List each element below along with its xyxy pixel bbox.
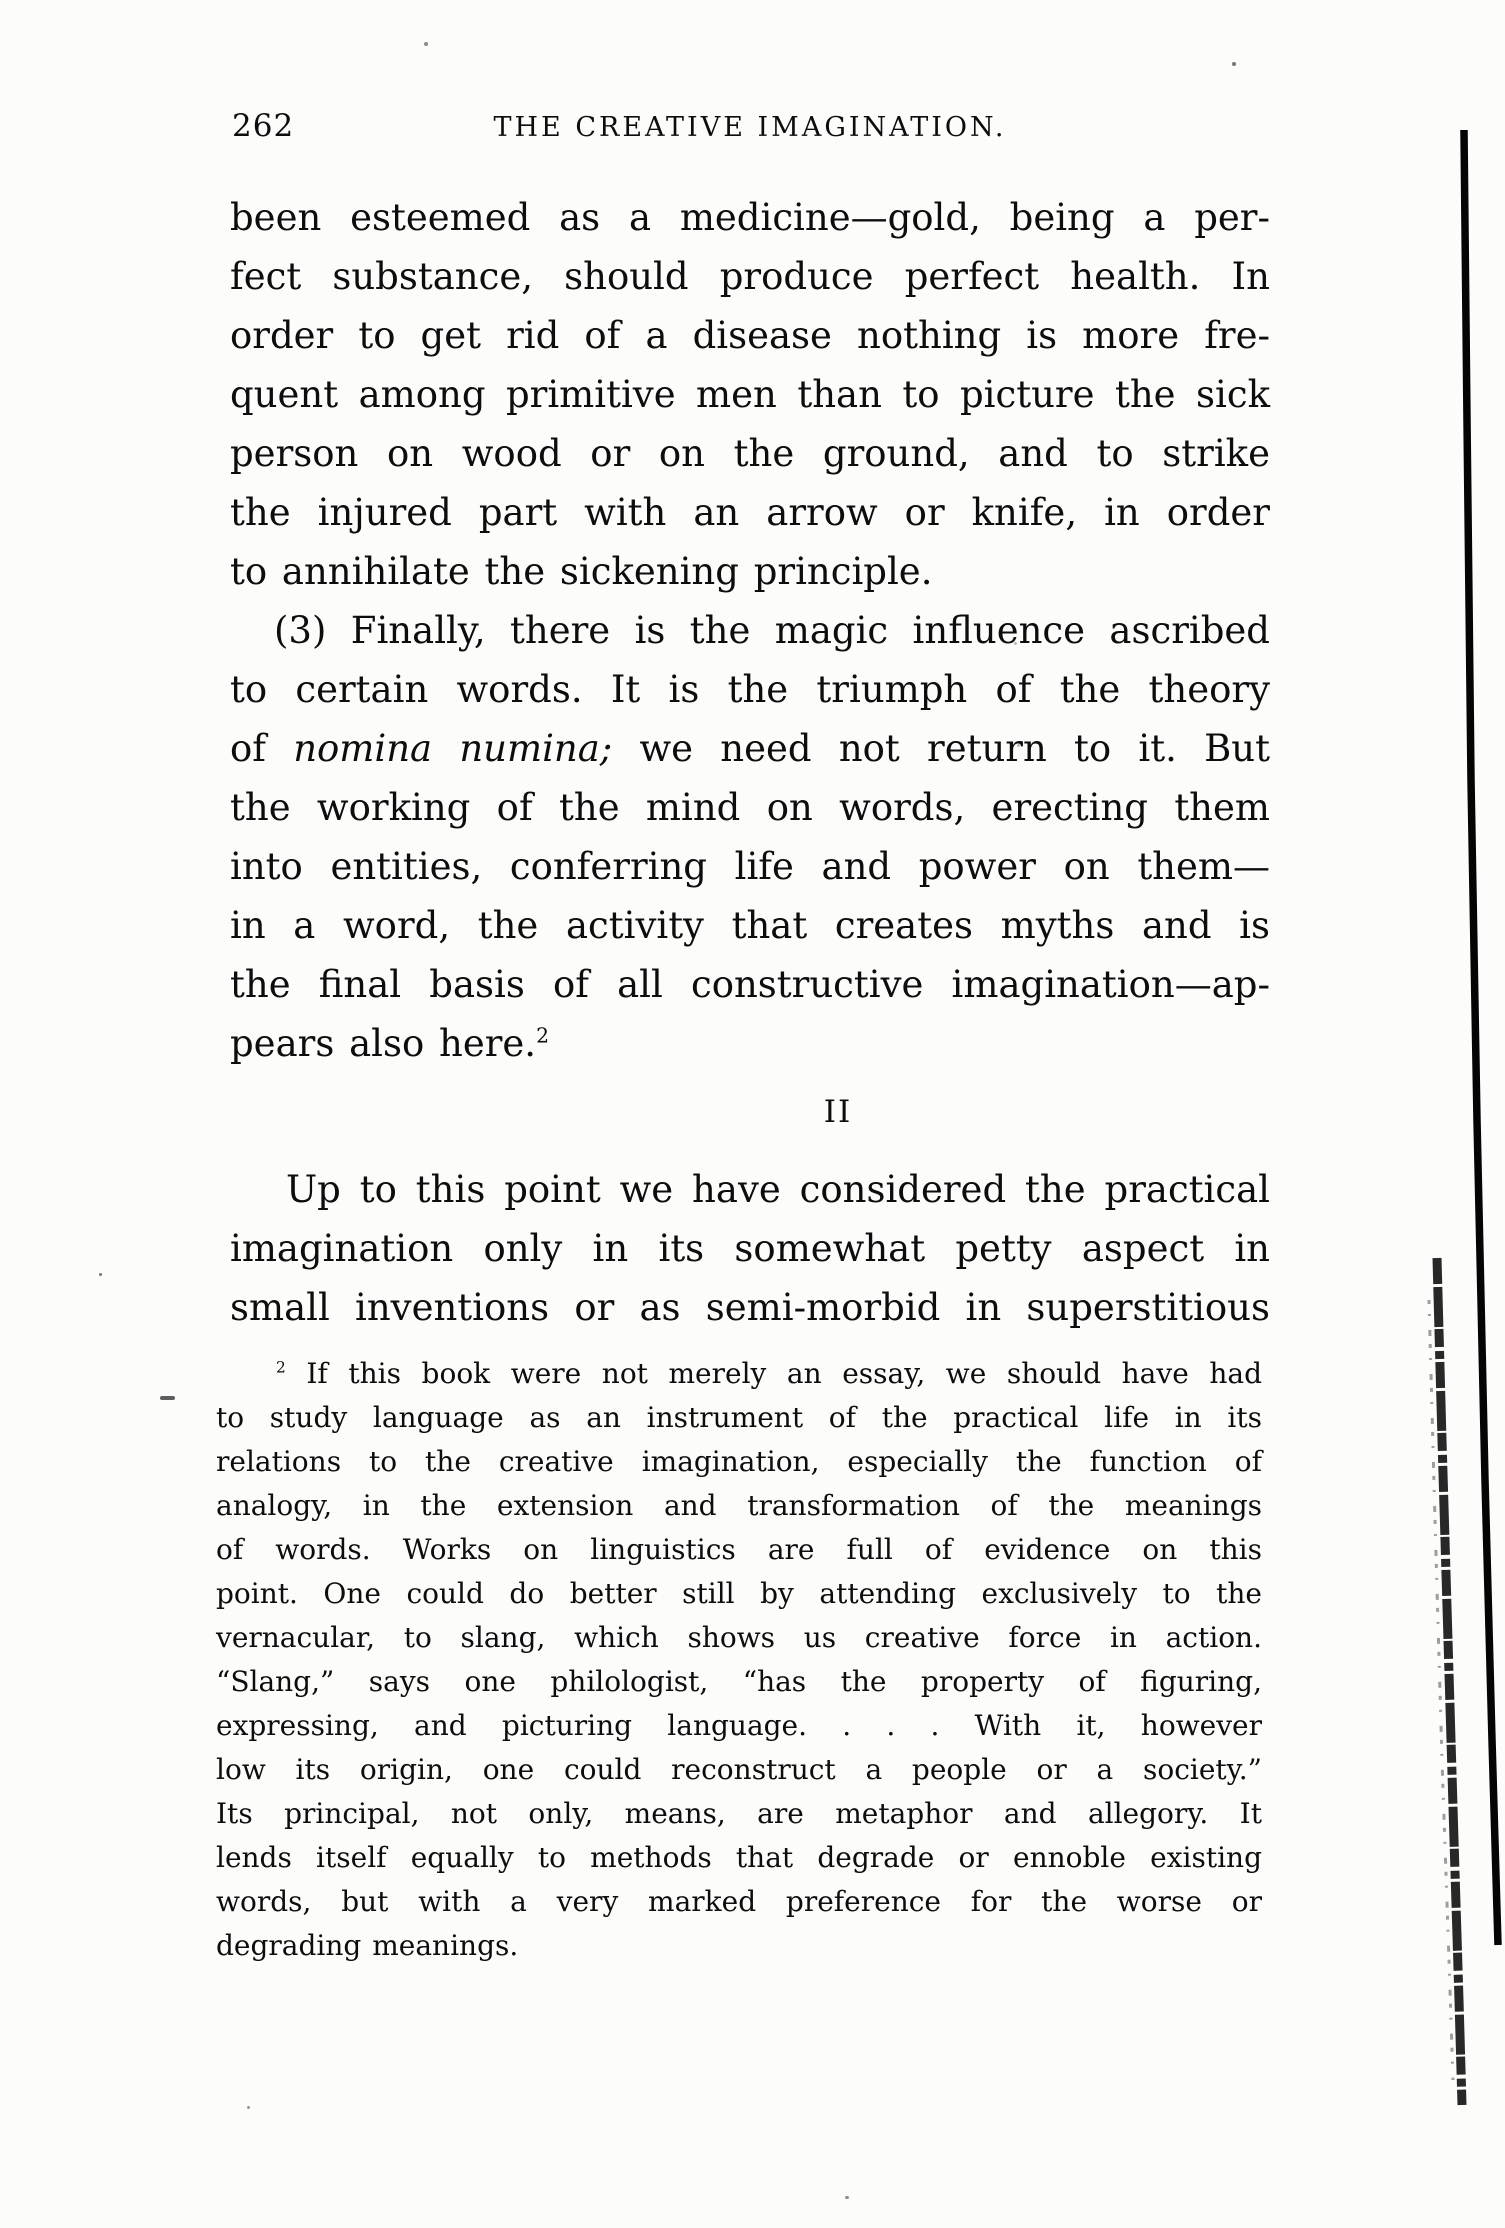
ink-speck [424, 42, 428, 46]
ink-speck [1014, 642, 1017, 645]
text-line: fect substance, should produce perfect health. In [230, 255, 1270, 298]
footnote-line: low its origin, one could reconstruct a people or a society.” [216, 1753, 1262, 1786]
footnote-line: expressing, and picturing language. . . . With it, however [216, 1709, 1262, 1742]
paragraph-3 [230, 1160, 1270, 1337]
footnote-line: of words. Works on linguistics are full of evidence on this [216, 1533, 1262, 1566]
text-line: small inventions or as semi-morbid in superstitious [230, 1286, 1270, 1329]
section-heading [230, 1094, 1270, 1130]
footnote-line: analogy, in the extension and transformation of the meanings [216, 1489, 1262, 1522]
paragraph-1 [230, 188, 1270, 601]
text-run: pears also here. [230, 1022, 537, 1065]
text-line-with-footnote-ref [230, 1014, 1270, 1073]
text-line: person on wood or on the ground, and to strike [230, 432, 1270, 475]
italic-latin-phrase: nomina numina; [293, 727, 613, 770]
footnote-line: point. One could do better still by attending exclusively to the [216, 1577, 1262, 1610]
text-line: into entities, conferring life and power on them— [230, 845, 1270, 888]
footnote-line: lends itself equally to methods that degrade or ennoble existing [216, 1841, 1262, 1874]
footnote-line-with-marker [216, 1352, 1262, 1396]
footnote [216, 1352, 1262, 1968]
text-line: the final basis of all constructive imagination—ap- [230, 963, 1270, 1006]
section-heading-numeral: II [823, 1094, 853, 1130]
footnote-line: “Slang,” says one philologist, “has the property of figuring, [216, 1665, 1262, 1698]
text-line-with-italic [230, 719, 1270, 778]
footnote-marker: 2 [276, 1358, 286, 1377]
text-line: the working of the mind on words, erecting them [230, 786, 1270, 829]
paragraph-2 [230, 601, 1270, 1073]
page-edge-streak [1437, 1258, 1462, 2105]
ink-dash-mark [160, 1396, 175, 1400]
text-line: the injured part with an arrow or knife, in order [230, 491, 1270, 534]
ink-speck [1232, 62, 1236, 66]
footnote-line: words, but with a very marked preference for the worse or [216, 1885, 1262, 1918]
text-line: been esteemed as a medicine—gold, being a per- [230, 196, 1270, 239]
text-line: imagination only in its somewhat petty aspect in [230, 1227, 1270, 1270]
text-line: to annihilate the sickening principle. [230, 550, 933, 593]
text-run: of [230, 727, 294, 770]
ink-speck [1017, 744, 1020, 747]
text-line: order to get rid of a disease nothing is more fre- [230, 314, 1270, 357]
ink-speck [247, 2106, 250, 2109]
footnote-line: Its principal, not only, means, are metaphor and allegory. It [216, 1797, 1262, 1830]
text-line: Up to this point we have considered the practical [286, 1168, 1270, 1211]
footnote-line: degrading meanings. [216, 1929, 519, 1962]
page-number: 262 [232, 108, 295, 144]
footnote-line: vernacular, to slang, which shows us creative force in action. [216, 1621, 1262, 1654]
page-edge-artifacts [1395, 0, 1505, 2228]
footnote-line: to study language as an instrument of the practical life in its [216, 1401, 1262, 1434]
text-line: quent among primitive men than to picture the sick [230, 373, 1270, 416]
ink-speck [99, 1273, 102, 1276]
footnote-reference-marker: 2 [536, 1023, 550, 1048]
text-run: If this book were not merely an essay, we should have had [285, 1357, 1262, 1390]
running-header: THE CREATIVE IMAGINATION. [493, 112, 1007, 143]
text-run: we need not return to it. But [612, 727, 1270, 770]
footnote-line: relations to the creative imagination, especially the function of [216, 1445, 1262, 1478]
text-line: to certain words. It is the triumph of the theory [230, 668, 1270, 711]
text-line: (3) Finally, there is the magic influence ascribed [274, 609, 1270, 652]
ink-speck [845, 2196, 849, 2199]
text-line: in a word, the activity that creates myths and is [230, 904, 1270, 947]
